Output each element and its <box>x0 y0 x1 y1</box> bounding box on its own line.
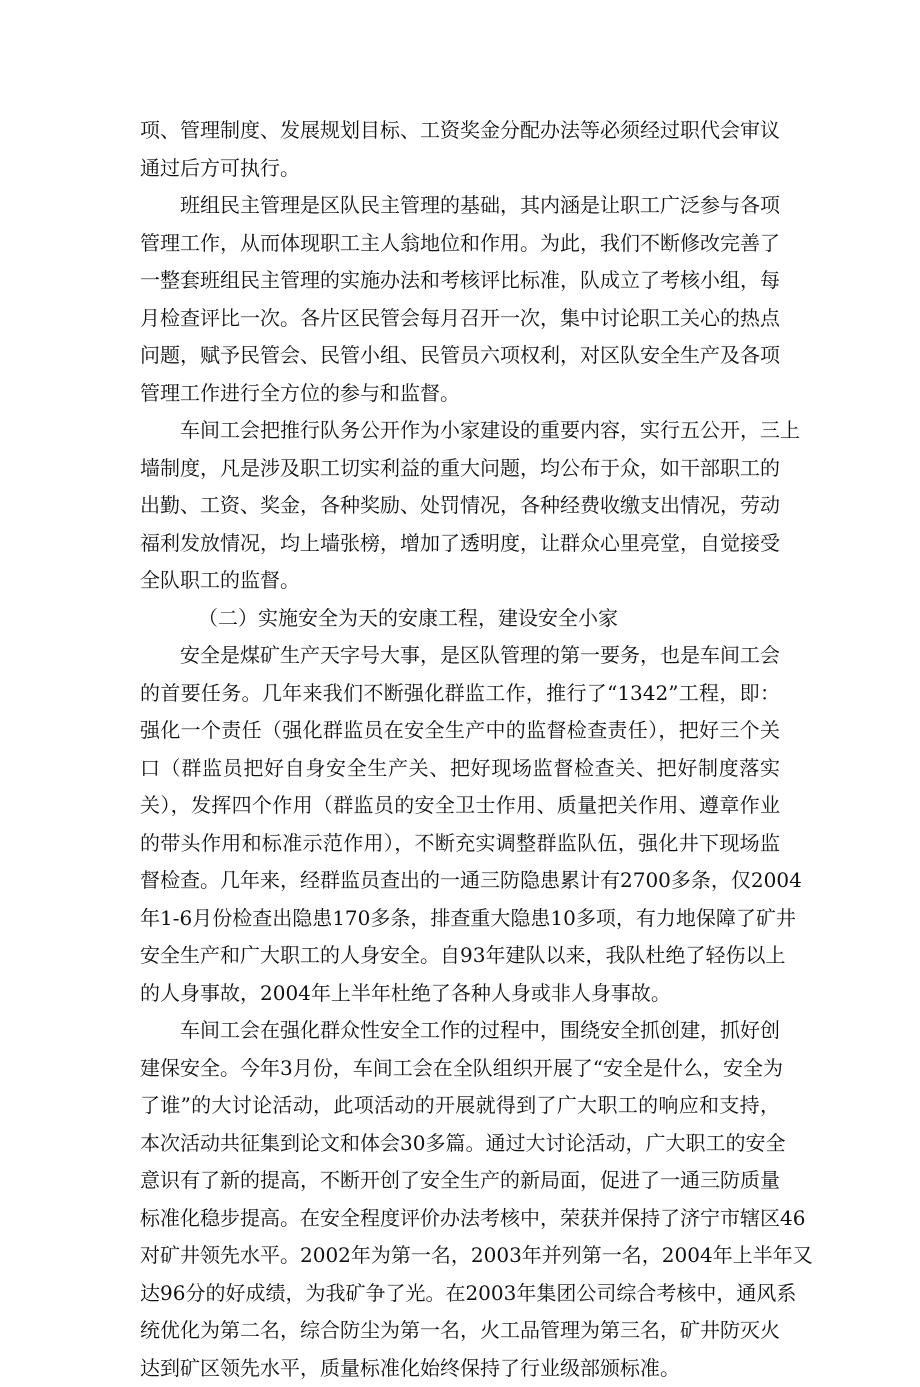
text-line: 达到矿区领先水平，质量标准化始终保持了行业级部颁标准。 <box>140 1350 780 1387</box>
paragraph-first-line: 车间工会把推行队务公开作为小家建设的重要内容，实行五公开，三上 <box>140 412 780 450</box>
text-line: 一整套班组民主管理的实施办法和考核评比标准，队成立了考核小组，每 <box>140 262 780 300</box>
text-line: 的人身事故，2004年上半年杜绝了各种人身或非人身事故。 <box>140 975 780 1013</box>
text-line: 福利发放情况，均上墙张榜，增加了透明度，让群众心里亮堂，自觉接受 <box>140 525 780 563</box>
paragraph-first-line: 班组民主管理是区队民主管理的基础，其内涵是让职工广泛参与各项 <box>140 187 780 225</box>
text-line: 的带头作用和标准示范作用），不断充实调整群监队伍，强化井下现场监 <box>140 825 780 863</box>
text-line: 标准化稳步提高。在安全程度评价办法考核中，荣获并保持了济宁市辖区46 <box>140 1200 780 1238</box>
text-line: 建保安全。今年3月份，车间工会在全队组织开展了“安全是什么，安全为 <box>140 1050 780 1088</box>
text-line: 月检查评比一次。各片区民管会每月召开一次，集中讨论职工关心的热点 <box>140 300 780 338</box>
text-line: 强化一个责任（强化群监员在安全生产中的监督检查责任），把好三个关 <box>140 712 780 750</box>
text-line: 通过后方可执行。 <box>140 150 780 188</box>
text-line: 督检查。几年来，经群监员查出的一通三防隐患累计有2700多条，仅2004 <box>140 862 780 900</box>
text-line: 达96分的好成绩，为我矿争了光。在2003年集团公司综合考核中，通风系 <box>140 1275 780 1313</box>
text-line: 管理工作进行全方位的参与和监督。 <box>140 375 780 413</box>
text-line: 问题，赋予民管会、民管小组、民管员六项权利，对区队安全生产及各项 <box>140 337 780 375</box>
text-line: 全队职工的监督。 <box>140 562 780 600</box>
text-line: 本次活动共征集到论文和体会30多篇。通过大讨论活动，广大职工的安全 <box>140 1125 780 1163</box>
text-line: 年1-6月份检查出隐患170多条，排查重大隐患10多项，有力地保障了矿井 <box>140 900 780 938</box>
text-line: 关），发挥四个作用（群监员的安全卫士作用、质量把关作用、遵章作业 <box>140 787 780 825</box>
text-line: 统优化为第二名，综合防尘为第一名，火工品管理为第三名，矿井防灭火 <box>140 1312 780 1350</box>
text-line: 了谁”的大讨论活动，此项活动的开展就得到了广大职工的响应和支持， <box>140 1087 780 1125</box>
section-heading: （二）实施安全为天的安康工程，建设安全小家 <box>140 600 780 638</box>
text-line: 出勤、工资、奖金，各种奖励、处罚情况，各种经费收缴支出情况，劳动 <box>140 487 780 525</box>
text-line: 项、管理制度、发展规划目标、工资奖金分配办法等必须经过职代会审议 <box>140 112 780 150</box>
text-line: 意识有了新的提高，不断开创了安全生产的新局面，促进了一通三防质量 <box>140 1162 780 1200</box>
text-line: 口（群监员把好自身安全生产关、把好现场监督检查关、把好制度落实 <box>140 750 780 788</box>
paragraph-first-line: 车间工会在强化群众性安全工作的过程中，围绕安全抓创建，抓好创 <box>140 1012 780 1050</box>
paragraph-first-line: 安全是煤矿生产天字号大事，是区队管理的第一要务，也是车间工会 <box>140 637 780 675</box>
document-body <box>140 112 780 1387</box>
text-line: 安全生产和广大职工的人身安全。自93年建队以来，我队杜绝了轻伤以上 <box>140 937 780 975</box>
text-line: 对矿井领先水平。2002年为第一名，2003年并列第一名，2004年上半年又 <box>140 1237 780 1275</box>
text-line: 墙制度，凡是涉及职工切实利益的重大问题，均公布于众，如干部职工的 <box>140 450 780 488</box>
text-line: 管理工作，从而体现职工主人翁地位和作用。为此，我们不断修改完善了 <box>140 225 780 263</box>
text-line: 的首要任务。几年来我们不断强化群监工作，推行了“1342”工程，即： <box>140 675 780 713</box>
